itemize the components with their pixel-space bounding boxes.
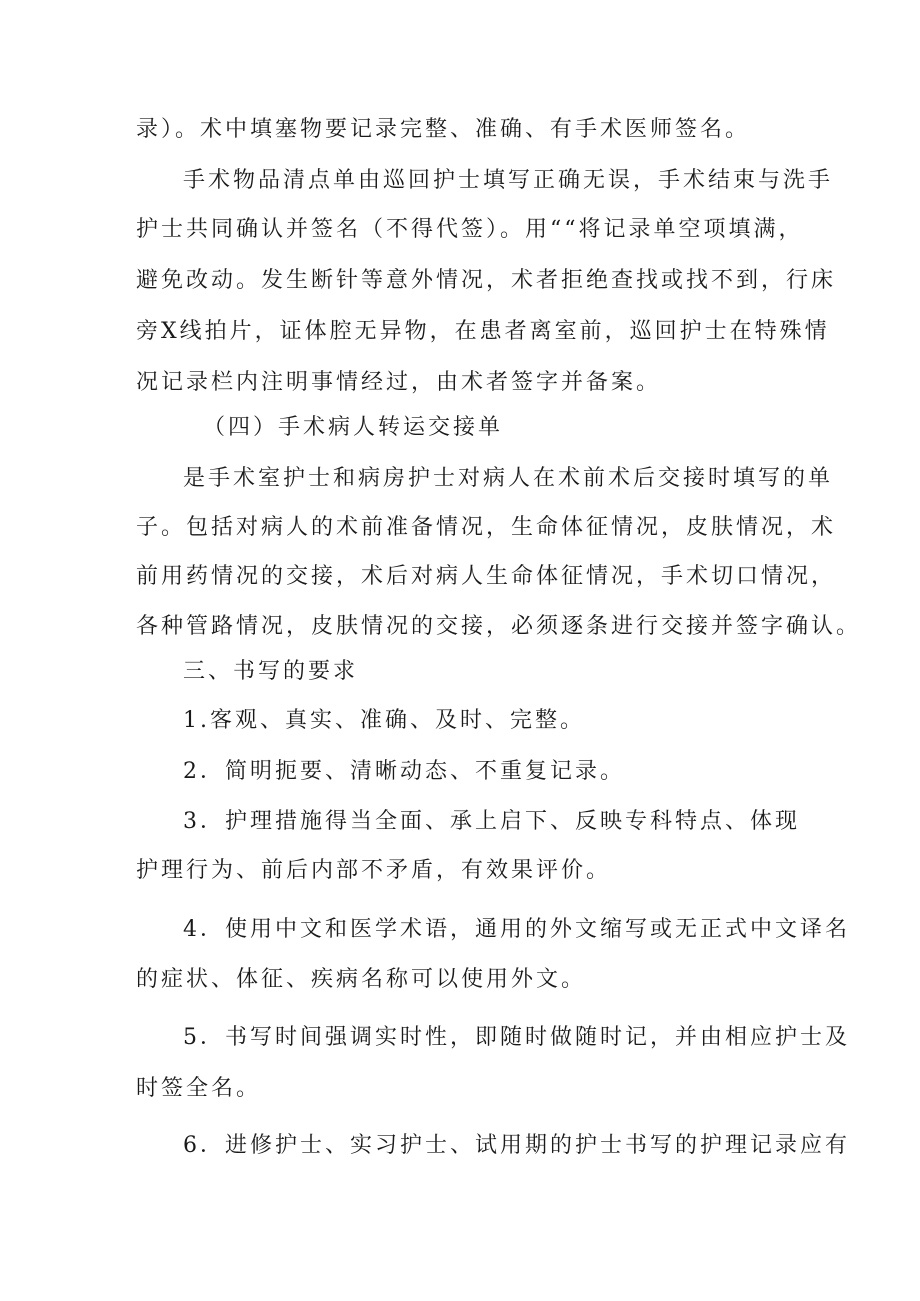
list-item-6: 6．进修护士、实习护士、试用期的护士书写的护理记录应有 bbox=[183, 1133, 850, 1158]
list-item-5-cont: 时签全名。 bbox=[136, 1076, 262, 1101]
list-item-3-cont: 护理行为、前后内部不矛盾，有效果评价。 bbox=[136, 858, 612, 883]
text-line-4: 避免改动。发生断针等意外情况，术者拒绝查找或找不到，行床 bbox=[136, 268, 837, 293]
text-line-10: 前用药情况的交接，术后对病人生命体征情况，手术切口情况， bbox=[136, 564, 837, 589]
list-item-2: 2．简明扼要、清晰动态、不重复记录。 bbox=[183, 759, 625, 784]
text-line-5: 旁X线拍片，证体腔无异物，在患者离室前，巡回护士在特殊情 bbox=[136, 319, 830, 344]
text-line-8: 是手术室护士和病房护士对病人在术前术后交接时填写的单 bbox=[183, 466, 834, 491]
list-item-4-cont: 的症状、体征、疾病名称可以使用外文。 bbox=[136, 967, 587, 992]
list-item-4: 4．使用中文和医学术语，通用的外文缩写或无正式中文译名 bbox=[183, 917, 850, 942]
text-line-9: 子。包括对病人的术前准备情况，生命体征情况，皮肤情况，术 bbox=[136, 515, 837, 540]
text-line-3: 护士共同确认并签名（不得代签）。用““将记录单空项填满， bbox=[136, 217, 804, 242]
text-line-6: 况记录栏内注明事情经过，由术者签字并备案。 bbox=[136, 370, 662, 395]
section-heading-4: （四）手术病人转运交接单 bbox=[203, 415, 504, 440]
text-line-11: 各种管路情况，皮肤情况的交接，必须逐条进行交接并签字确认。 bbox=[136, 614, 862, 639]
list-item-1: 1.客观、真实、准确、及时、完整。 bbox=[183, 708, 585, 733]
text-line-2: 手术物品清点单由巡回护士填写正确无误，手术结束与洗手 bbox=[183, 168, 834, 193]
section-heading-3: 三、书写的要求 bbox=[183, 659, 359, 684]
text-line-1: 录）。术中填塞物要记录完整、准确、有手术医师签名。 bbox=[136, 117, 751, 142]
list-item-5: 5．书写时间强调实时性，即随时做随时记，并由相应护士及 bbox=[183, 1025, 850, 1050]
list-item-3: 3．护理措施得当全面、承上启下、反映专科特点、体现 bbox=[183, 809, 800, 834]
